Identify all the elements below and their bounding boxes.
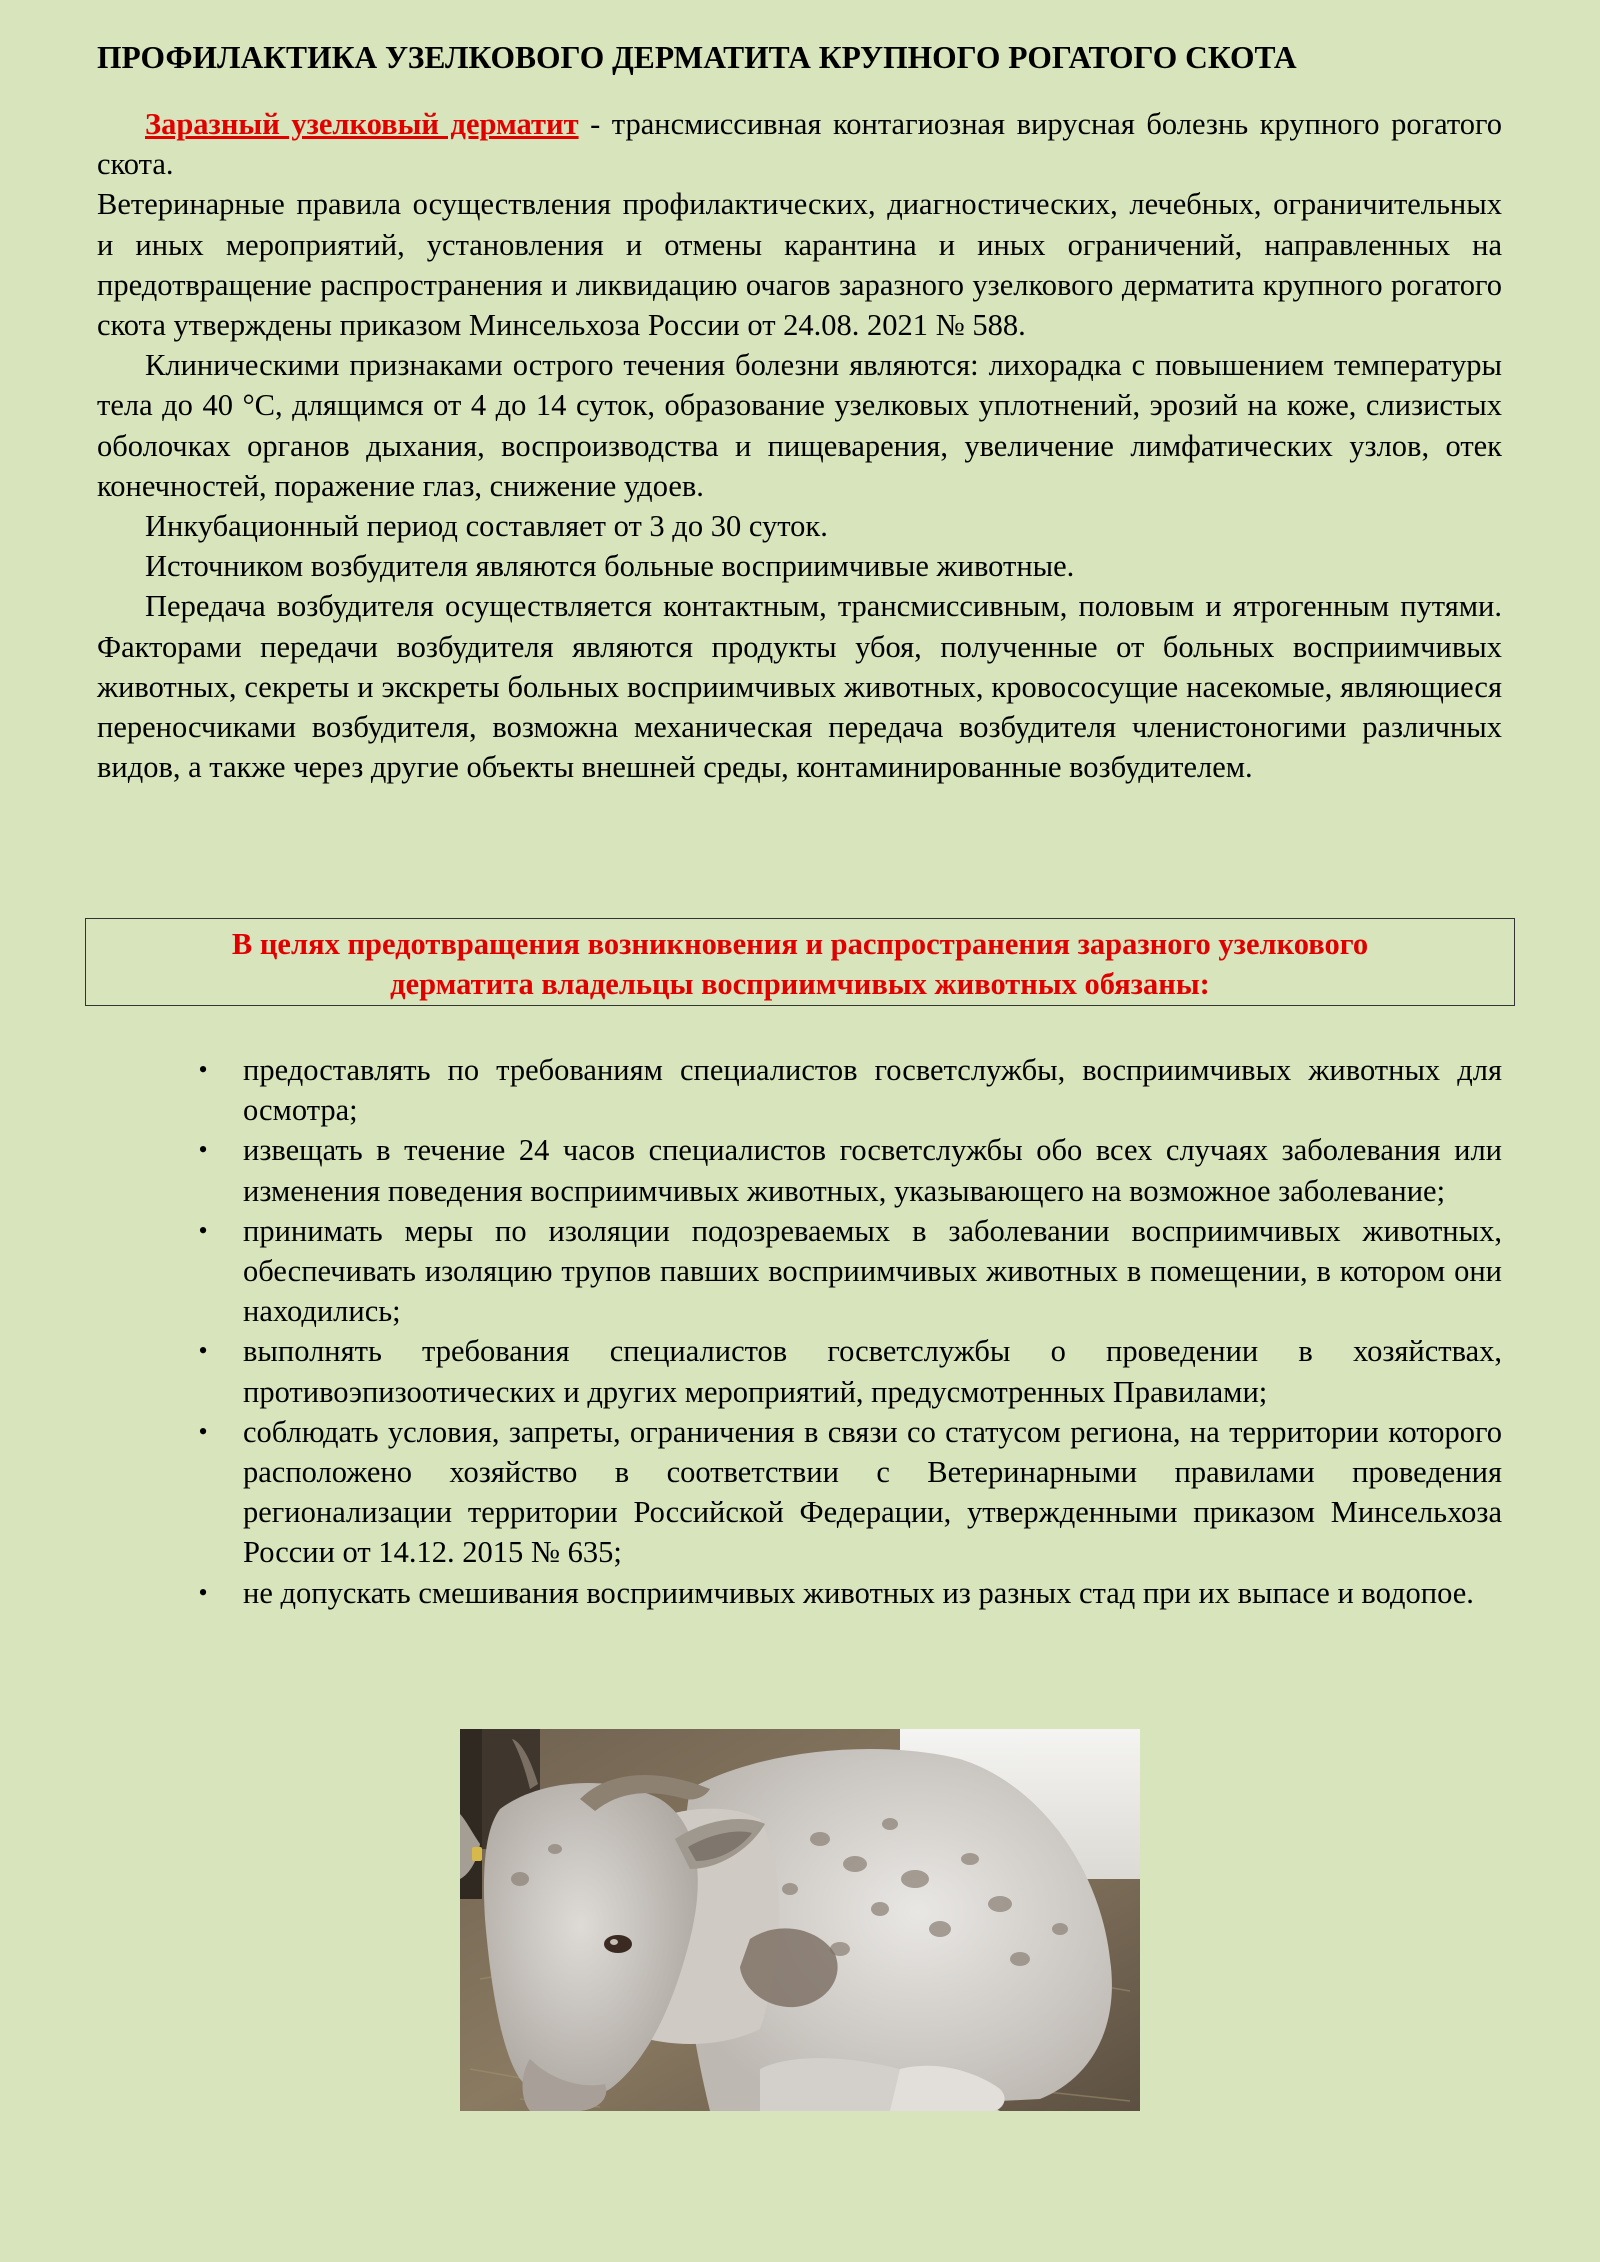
list-item-text: предоставлять по требованиям специалистов госветслужбы, восприимчивых животных для осмотра; <box>243 1053 1502 1128</box>
notice-line-1: В целях предотвращения возникновения и распространения заразного узелкового <box>231 927 1369 961</box>
list-item-text: выполнять требования специалистов госветслужбы о проведении в хозяйствах, противоэпизоотических и других мероприятий, предусмотренных Правилами; <box>243 1334 1502 1409</box>
list-item-text: принимать меры по изоляции подозреваемых в заболевании восприимчивых животных, обеспечивать изоляцию трупов павших восприимчивых животных в помещении, в котором они находились; <box>243 1213 1502 1329</box>
paragraph-clinical-signs: Клиническими признаками острого течения болезни являются: лихорадка с повышением температуры тела до 40 °С, длящимся от 4 до 14 суток, образование узелковых уплотнений, эрозий на коже, слизистых оболочках органов дыхания, воспроизводства и пищеварения, увеличение лимфатических узлов, отек конечностей, поражение глаз, снижение удоев. <box>97 348 1502 503</box>
paragraph-incubation: Инкубационный период составляет от 3 до 30 суток. <box>145 509 828 544</box>
bullet-icon: • <box>198 1336 208 1366</box>
list-item <box>198 1573 1502 1613</box>
list-item <box>198 1050 1502 1130</box>
list-item <box>198 1211 1502 1332</box>
intro-paragraph <box>97 104 1502 184</box>
owner-duties-list <box>198 1050 1502 1613</box>
list-item-text: соблюдать условия, запреты, ограничения в связи со статусом региона, на территории которого расположено хозяйство в соответствии с Ветеринарными правилами проведения регионализации территории Российской Федерации, утвержденными приказом Минсельхоза России от 14.12. 2015 № 635; <box>243 1414 1502 1570</box>
owners-obligations-notice <box>85 918 1515 1006</box>
list-item-text: не допускать смешивания восприимчивых животных из разных стад при их выпасе и водопое. <box>243 1575 1474 1610</box>
intro-rest: - трансмиссивная контагиозная вирусная болезнь крупного рогатого скота. <box>97 107 1502 182</box>
list-item <box>198 1130 1502 1210</box>
list-item <box>198 1412 1502 1573</box>
list-item-text: извещать в течение 24 часов специалистов госветслужбы обо всех случаях заболевания или изменения поведения восприимчивых животных, указывающего на возможное заболевание; <box>243 1133 1502 1208</box>
list-item <box>198 1331 1502 1411</box>
paragraph-regulations: Ветеринарные правила осуществления профилактических, диагностических, лечебных, ограничительных и иных мероприятий, установления и отмены карантина и иных ограничений, направленных на предотвращение распространения и ликвидацию очагов заразного узелкового дерматита крупного рогатого скота утверждены приказом Минсельхоза России от 24.08. 2021 № 588. <box>97 187 1502 343</box>
bullet-icon: • <box>198 1135 208 1165</box>
disease-term: Заразный узелковый дерматит <box>145 107 579 141</box>
bullet-icon: • <box>198 1416 208 1446</box>
document-body <box>97 104 1502 787</box>
bullet-icon: • <box>198 1215 208 1245</box>
paragraph-transmission: Передача возбудителя осуществляется контактным, трансмиссивным, половым и ятрогенным путями. Факторами передачи возбудителя являются продукты убоя, полученные от больных восприимчивых животных, секреты и экскреты больных восприимчивых животных, кровососущие насекомые, являющиеся переносчиками возбудителя, возможна механическая передача возбудителя членистоногими различных видов, а также через другие объекты внешней среды, контаминированные возбудителем. <box>97 589 1502 785</box>
notice-line-2: дерматита владельцы восприимчивых животных обязаны: <box>390 967 1210 1001</box>
cow-photo <box>460 1729 1140 2111</box>
bullet-icon: • <box>198 1577 208 1607</box>
document-page <box>97 36 1502 787</box>
document-title: ПРОФИЛАКТИКА УЗЕЛКОВОГО ДЕРМАТИТА КРУПНОГО РОГАТОГО СКОТА <box>97 40 1297 75</box>
paragraph-source: Источником возбудителя являются больные восприимчивые животные. <box>145 549 1075 584</box>
bullet-icon: • <box>198 1055 208 1084</box>
